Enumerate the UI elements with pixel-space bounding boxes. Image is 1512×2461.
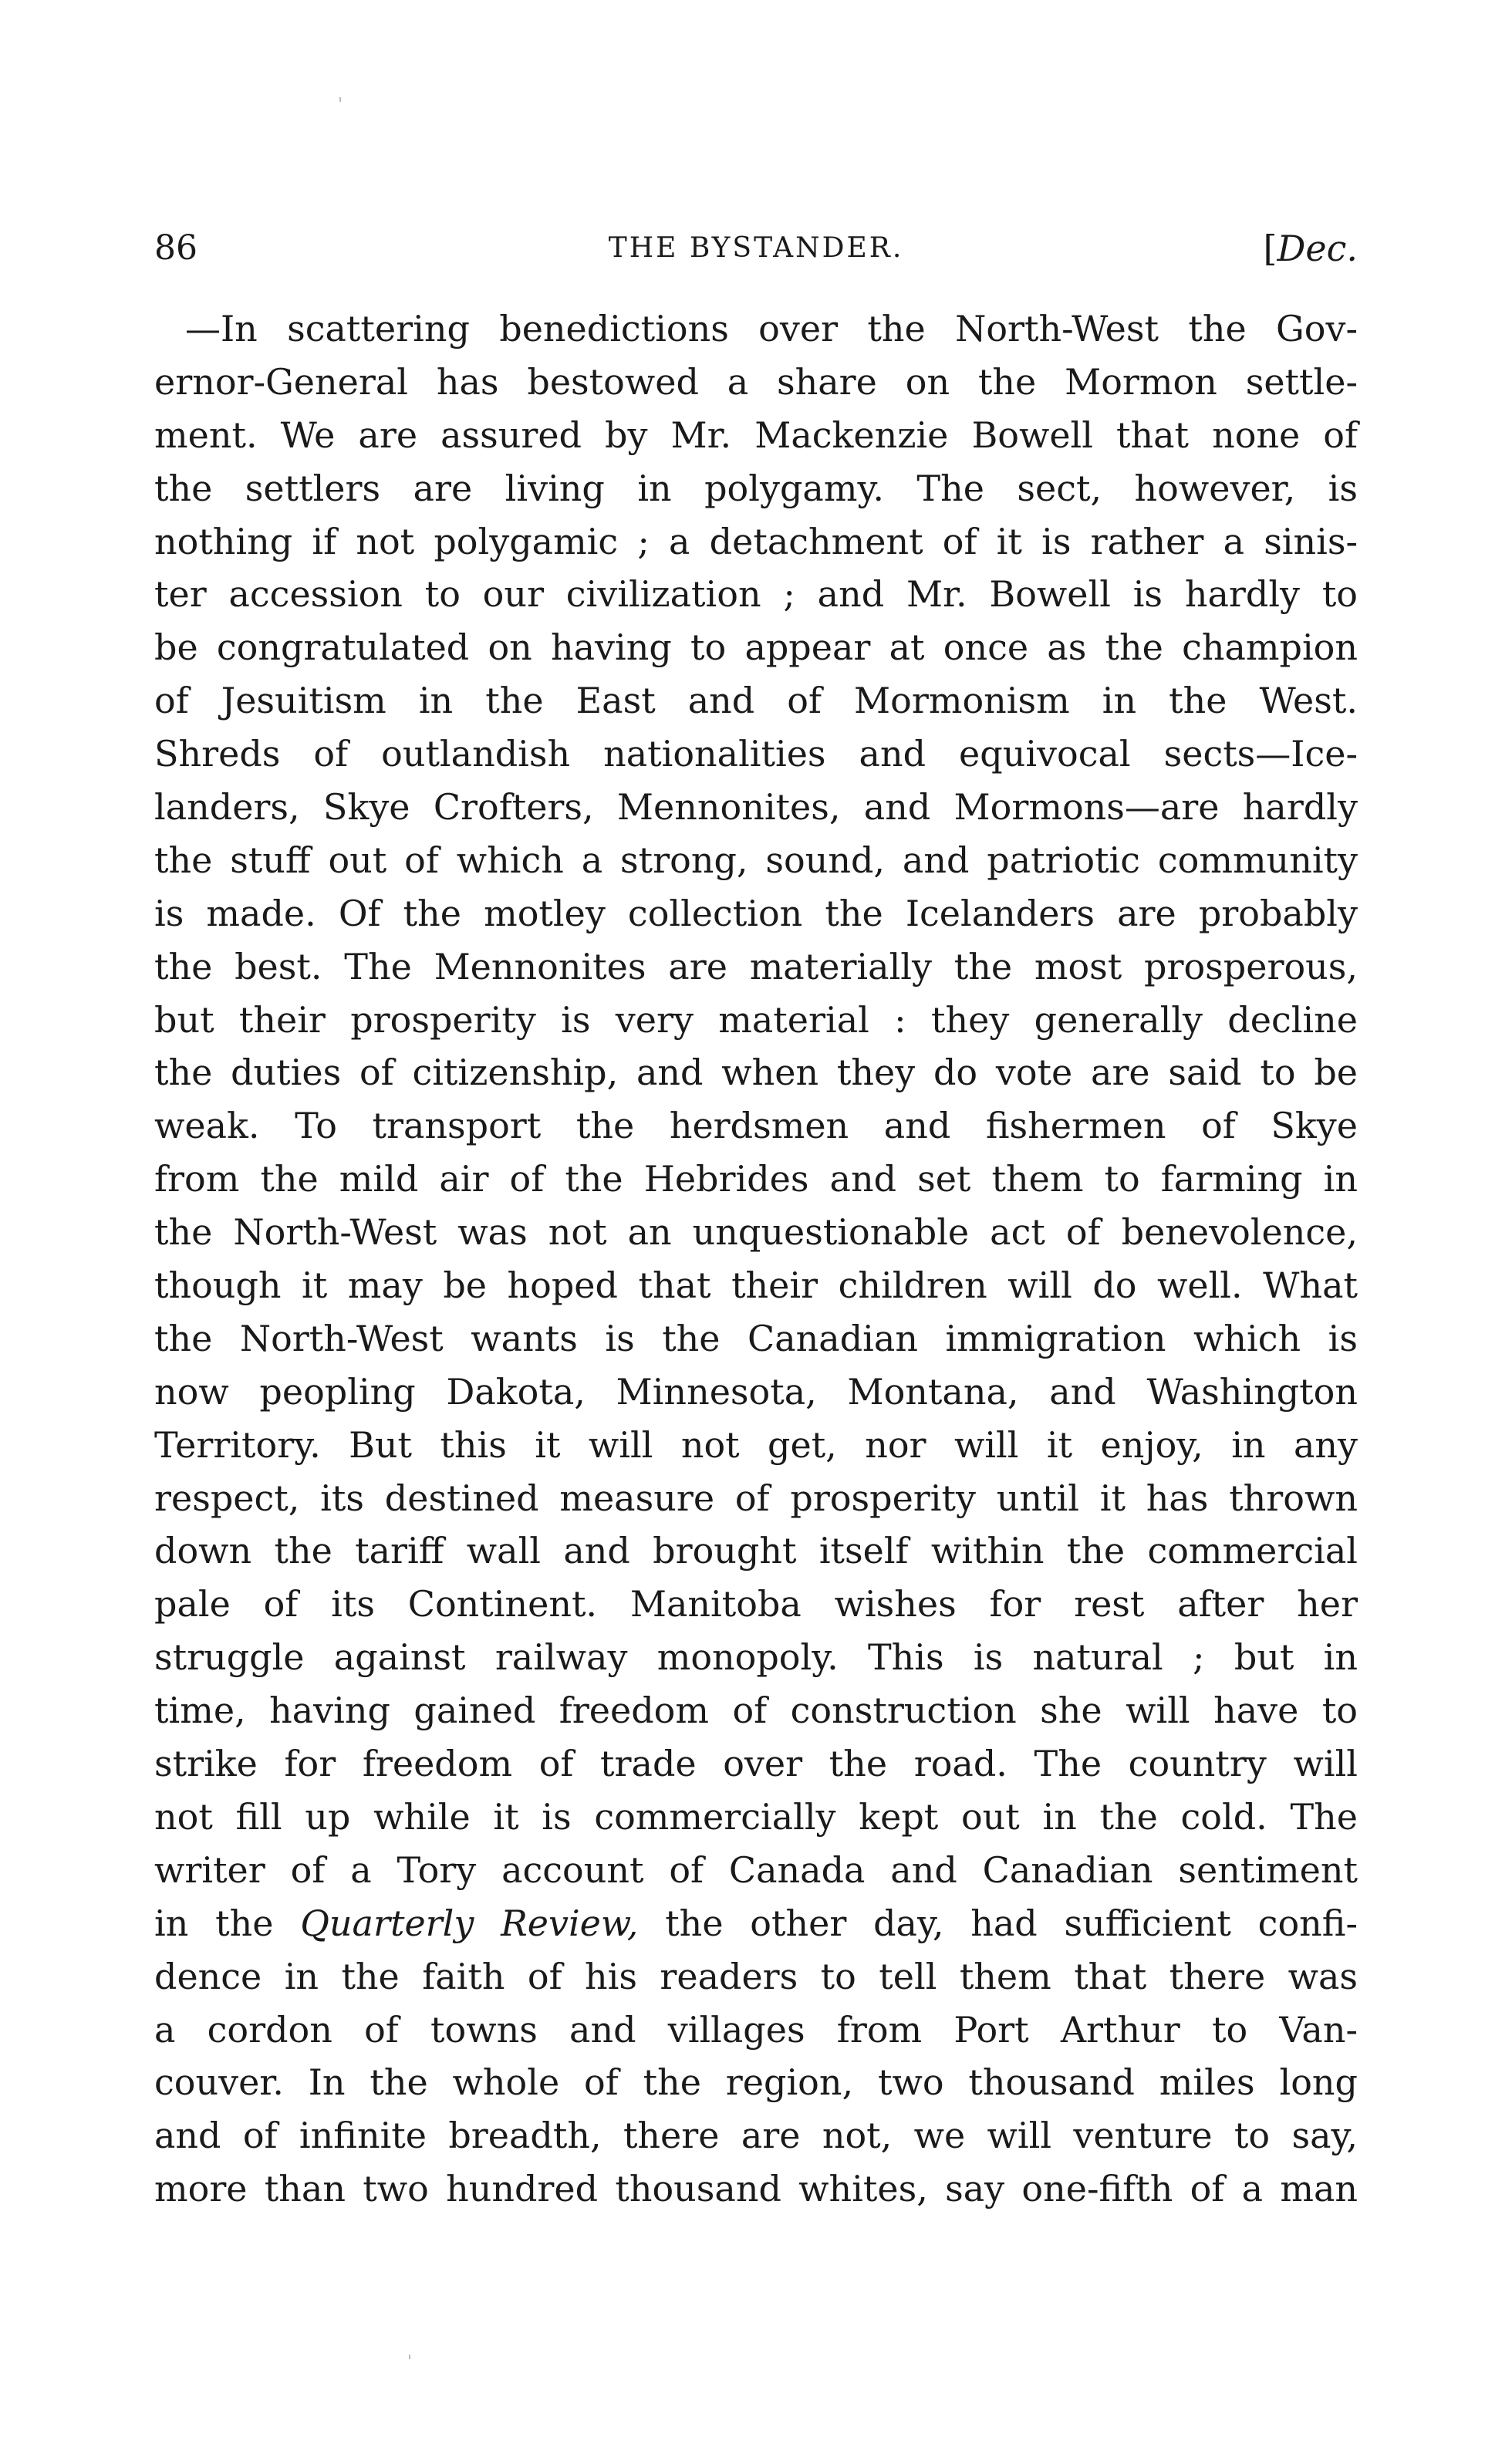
text-line: be congratulated on having to appear at once as the champion xyxy=(154,626,1358,669)
text-line: struggle against railway monopoly. This is natural ; but in xyxy=(154,1636,1358,1679)
header-month xyxy=(1264,225,1358,272)
text-line: time, having gained freedom of construction she will have to xyxy=(154,1690,1358,1732)
text-line: nothing if not polygamic ; a detachment of it is rather a sinis- xyxy=(154,520,1358,562)
text-line-with-italic-title xyxy=(154,1897,1358,1950)
text-line: of Jesuitism in the East and of Mormonism in the West. xyxy=(154,680,1358,722)
text-line: the North-West wants is the Canadian immigration which is xyxy=(154,1317,1358,1359)
text-line: dence in the faith of his readers to tell them that there was xyxy=(154,1955,1358,1997)
text-line: a cordon of towns and villages from Port Arthur to Van- xyxy=(154,2008,1358,2051)
text-line: strike for freedom of trade over the road. The country will xyxy=(154,1743,1358,1785)
text-line: —In scattering benedictions over the North-West the Gov- xyxy=(185,308,1358,349)
text-line: now peopling Dakota, Minnesota, Montana, and Washington xyxy=(154,1370,1358,1413)
text-line: ment. We are assured by Mr. Mackenzie Bowell that none of xyxy=(154,414,1358,456)
text-line: couver. In the whole of the region, two thousand miles long xyxy=(154,2061,1358,2104)
text-line: and of infinite breadth, there are not, we will venture to say, xyxy=(154,2115,1358,2157)
text-line: is made. Of the motley collection the Icelanders are probably xyxy=(154,892,1358,934)
page-header xyxy=(154,225,1358,272)
text-line: the duties of citizenship, and when they do vote are said to be xyxy=(154,1052,1358,1094)
text-line: the settlers are living in polygamy. The sect, however, is xyxy=(154,467,1358,509)
scan-speck xyxy=(409,2355,410,2359)
text-line: but their prosperity is very material : they generally decline xyxy=(154,998,1358,1041)
running-head: THE BYSTANDER. xyxy=(608,232,904,264)
text-line: writer of a Tory account of Canada and Canadian sentiment xyxy=(154,1848,1358,1891)
text-line: not fill up while it is commercially kept out in the cold. The xyxy=(154,1795,1358,1838)
scan-speck xyxy=(339,97,341,102)
text-line: more than two hundred thousand whites, say one-fifth of a man xyxy=(154,2168,1358,2210)
text-line: the North-West was not an unquestionable act of benevolence, xyxy=(154,1211,1358,1254)
page-number: 86 xyxy=(154,228,197,268)
text-line: down the tariff wall and brought itself within the commercial xyxy=(154,1530,1358,1572)
text-line: Territory. But this it will not get, nor will it enjoy, in any xyxy=(154,1423,1358,1466)
text-line: Shreds of outlandish nationalities and equivocal sects—Ice- xyxy=(154,733,1358,775)
text-line: weak. To transport the herdsmen and fishermen of Skye xyxy=(154,1105,1358,1147)
text-line: pale of its Continent. Manitoba wishes for rest after her xyxy=(154,1583,1358,1625)
text-fragment: the other day, had sufficient confi- xyxy=(638,1902,1358,1944)
article-text xyxy=(154,302,1358,2216)
text-line: ter accession to our civilization ; and Mr. Bowell is hardly to xyxy=(154,573,1358,616)
text-line: ernor-General has bestowed a share on the Mormon settle- xyxy=(154,360,1358,403)
text-line: the stuff out of which a strong, sound, and patriotic community xyxy=(154,839,1358,881)
text-line: though it may be hoped that their children will do well. What xyxy=(154,1264,1358,1307)
publication-title: Quarterly Review, xyxy=(300,1902,639,1944)
month-bracket: [ xyxy=(1263,228,1277,269)
text-fragment: in the xyxy=(154,1902,301,1944)
text-line: landers, Skye Crofters, Mennonites, and Mormons—are hardly xyxy=(154,786,1358,829)
text-line: the best. The Mennonites are materially the most prosperous, xyxy=(154,945,1358,987)
text-line: from the mild air of the Hebrides and set them to farming in xyxy=(154,1158,1358,1200)
text-line: respect, its destined measure of prosperity until it has thrown xyxy=(154,1477,1358,1519)
month-label: Dec. xyxy=(1277,228,1358,269)
